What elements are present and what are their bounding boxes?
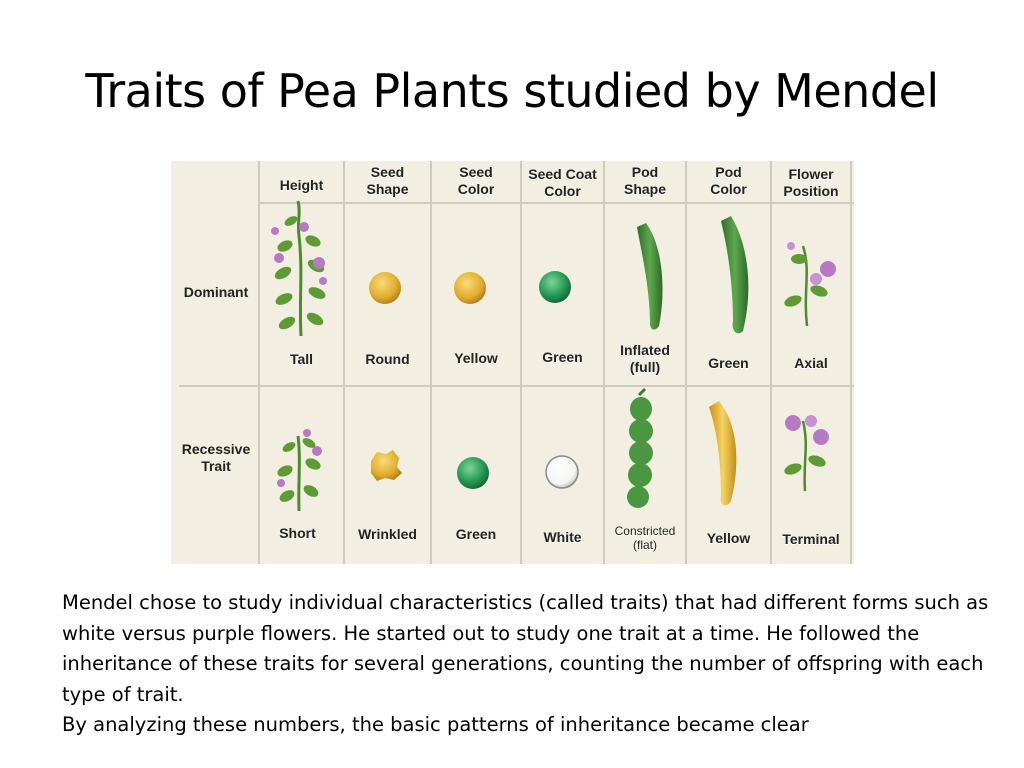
green-pod-icon bbox=[721, 216, 748, 333]
trait-label-round: Round bbox=[365, 351, 410, 367]
trait-label-terminal: Terminal bbox=[782, 531, 840, 547]
col-header-pod-color: Pod Color bbox=[710, 164, 747, 197]
pea-traits-table bbox=[171, 161, 854, 564]
inflated-pod-icon bbox=[637, 223, 663, 330]
trait-label-yellow-seed: Yellow bbox=[454, 350, 498, 366]
col-header-seed-coat-color: Seed Coat Color bbox=[528, 166, 597, 199]
trait-label-constricted: Constricted (flat) bbox=[614, 524, 676, 552]
slide-title: Traits of Pea Plants studied by Mendel bbox=[85, 64, 939, 118]
yellow-pod-icon bbox=[709, 401, 736, 505]
wrinkled-seed-icon bbox=[371, 450, 402, 481]
col-header-flower-position: Flower Position bbox=[783, 166, 839, 199]
round-yellow-seed-icon bbox=[369, 272, 401, 304]
green-seed-icon bbox=[457, 457, 489, 489]
trait-label-green-coat: Green bbox=[542, 349, 583, 365]
yellow-seed-icon bbox=[454, 272, 486, 304]
trait-label-inflated: Inflated (full) bbox=[620, 342, 670, 375]
trait-label-tall: Tall bbox=[289, 351, 314, 367]
trait-label-yellow-pod: Yellow bbox=[706, 530, 751, 546]
trait-label-short: Short bbox=[279, 525, 316, 541]
axial-flower-icon bbox=[783, 242, 836, 326]
body-paragraph-1: Mendel chose to study individual characteristics (called traits) that had different forms such as white versus purple flowers. He started out to study one trait at a time. He followed the inheritance of these traits for several generations, counting the number of offspring with each type of trait. bbox=[62, 591, 989, 706]
trait-label-white-coat: White bbox=[543, 529, 582, 545]
col-header-height: Height bbox=[279, 177, 324, 193]
trait-label-axial: Axial bbox=[794, 355, 828, 371]
trait-label-wrinkled: Wrinkled bbox=[358, 526, 417, 542]
row-label-dominant: Dominant bbox=[183, 284, 249, 300]
white-seed-coat-icon bbox=[546, 456, 578, 488]
col-header-seed-color: Seed Color bbox=[457, 164, 495, 197]
terminal-flower-icon bbox=[783, 415, 829, 491]
constricted-pod-icon bbox=[627, 389, 653, 508]
green-seed-coat-icon bbox=[539, 271, 571, 303]
tall-plant-icon bbox=[271, 201, 327, 336]
short-plant-icon bbox=[276, 429, 323, 511]
col-header-pod-shape: Pod Shape bbox=[623, 164, 666, 197]
body-paragraph-2: By analyzing these numbers, the basic patterns of inheritance became clear bbox=[62, 713, 809, 736]
trait-label-green-seed: Green bbox=[455, 526, 497, 542]
trait-label-green-pod: Green bbox=[708, 355, 749, 371]
row-label-recessive: Recessive Trait bbox=[181, 441, 251, 474]
slide-body bbox=[62, 588, 992, 741]
col-header-seed-shape: Seed Shape bbox=[366, 164, 409, 197]
